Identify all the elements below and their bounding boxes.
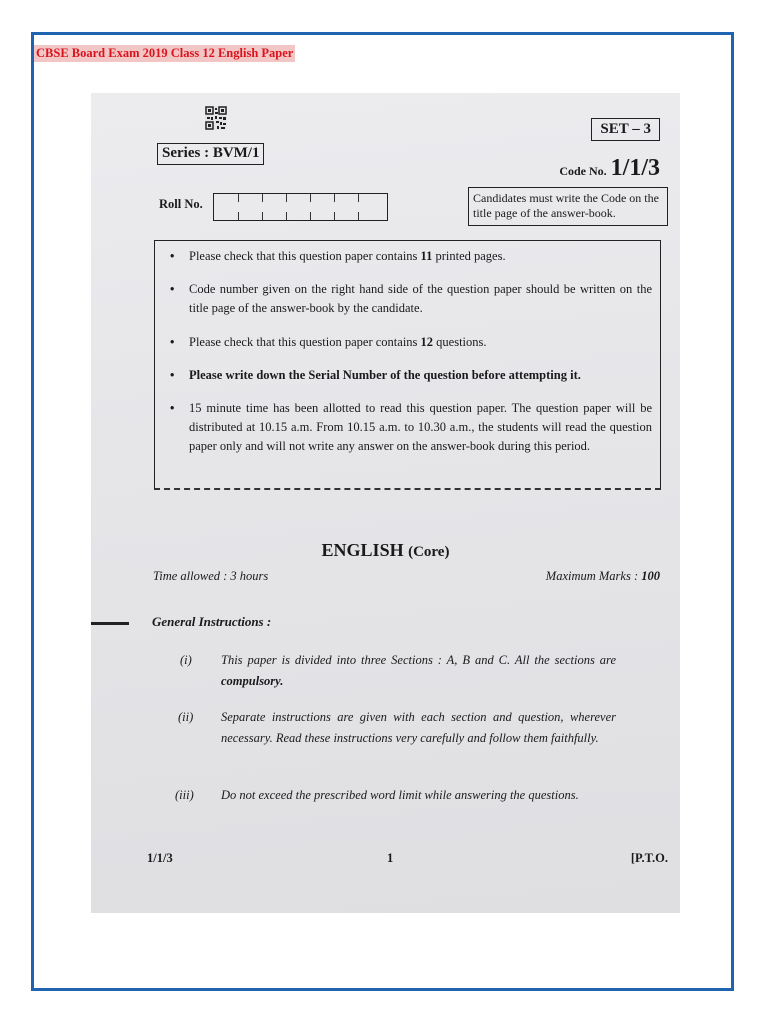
- footer-code: 1/1/3: [147, 851, 173, 865]
- exam-paper-photo: [91, 93, 680, 913]
- page-banner: CBSE Board Exam 2019 Class 12 English Paper: [36, 46, 294, 60]
- instruction-item: • Code number given on the right hand side of the question paper should be written on the title page of the answer-book by the candidate.: [167, 280, 652, 318]
- code-value: 1/1/3: [610, 155, 660, 181]
- instruction-item: • 15 minute time has been allotted to read this question paper. The question paper will be distributed at 10.15 a.m. From 10.15 a.m. to 10.30 a.m., the students will read the question paper only and will not write any answer on the answer-book during this period.: [167, 399, 652, 456]
- time-allowed: Time allowed : 3 hours: [153, 569, 269, 583]
- roll-number-label: Roll No.: [159, 197, 203, 211]
- instructions-box: [154, 240, 661, 490]
- general-item-text: Separate instructions are given with each section and question, wherever necessary. Read these instructions very carefully and follow them faithfully.: [221, 710, 616, 745]
- subject-title: [91, 540, 680, 561]
- candidate-note: Candidates must write the Code on the title page of the answer-book.: [468, 187, 668, 226]
- general-instructions-title: General Instructions :: [152, 614, 272, 629]
- series-label: Series : BVM/1: [157, 143, 264, 165]
- footer-pto: [P.T.O.: [630, 851, 668, 865]
- footer-page-number: 1: [387, 851, 394, 865]
- general-item-text: This paper is divided into three Sections : A, B and C. All the sections are compulsory.: [221, 653, 616, 688]
- instruction-item: • Please write down the Serial Number of the question before attempting it.: [167, 366, 652, 385]
- margin-mark: [91, 622, 129, 625]
- subject-sub: (Core): [408, 544, 450, 560]
- instruction-item: • Please check that this question paper contains 11 printed pages.: [167, 247, 652, 266]
- general-item-number: (iii): [175, 788, 194, 802]
- instruction-item: • Please check that this question paper contains 12 questions.: [167, 333, 652, 352]
- subject-main: ENGLISH: [321, 540, 404, 560]
- general-item-number: (i): [180, 653, 192, 667]
- general-item-text: Do not exceed the prescribed word limit while answering the questions.: [221, 788, 579, 802]
- general-item-number: (ii): [178, 710, 194, 724]
- set-label: SET – 3: [591, 118, 660, 141]
- qr-code-icon: [205, 106, 227, 130]
- roll-number-box: [213, 193, 388, 221]
- code-label: Code No.: [559, 164, 607, 178]
- maximum-marks: Maximum Marks : 100: [545, 569, 660, 583]
- code-number: [559, 155, 660, 182]
